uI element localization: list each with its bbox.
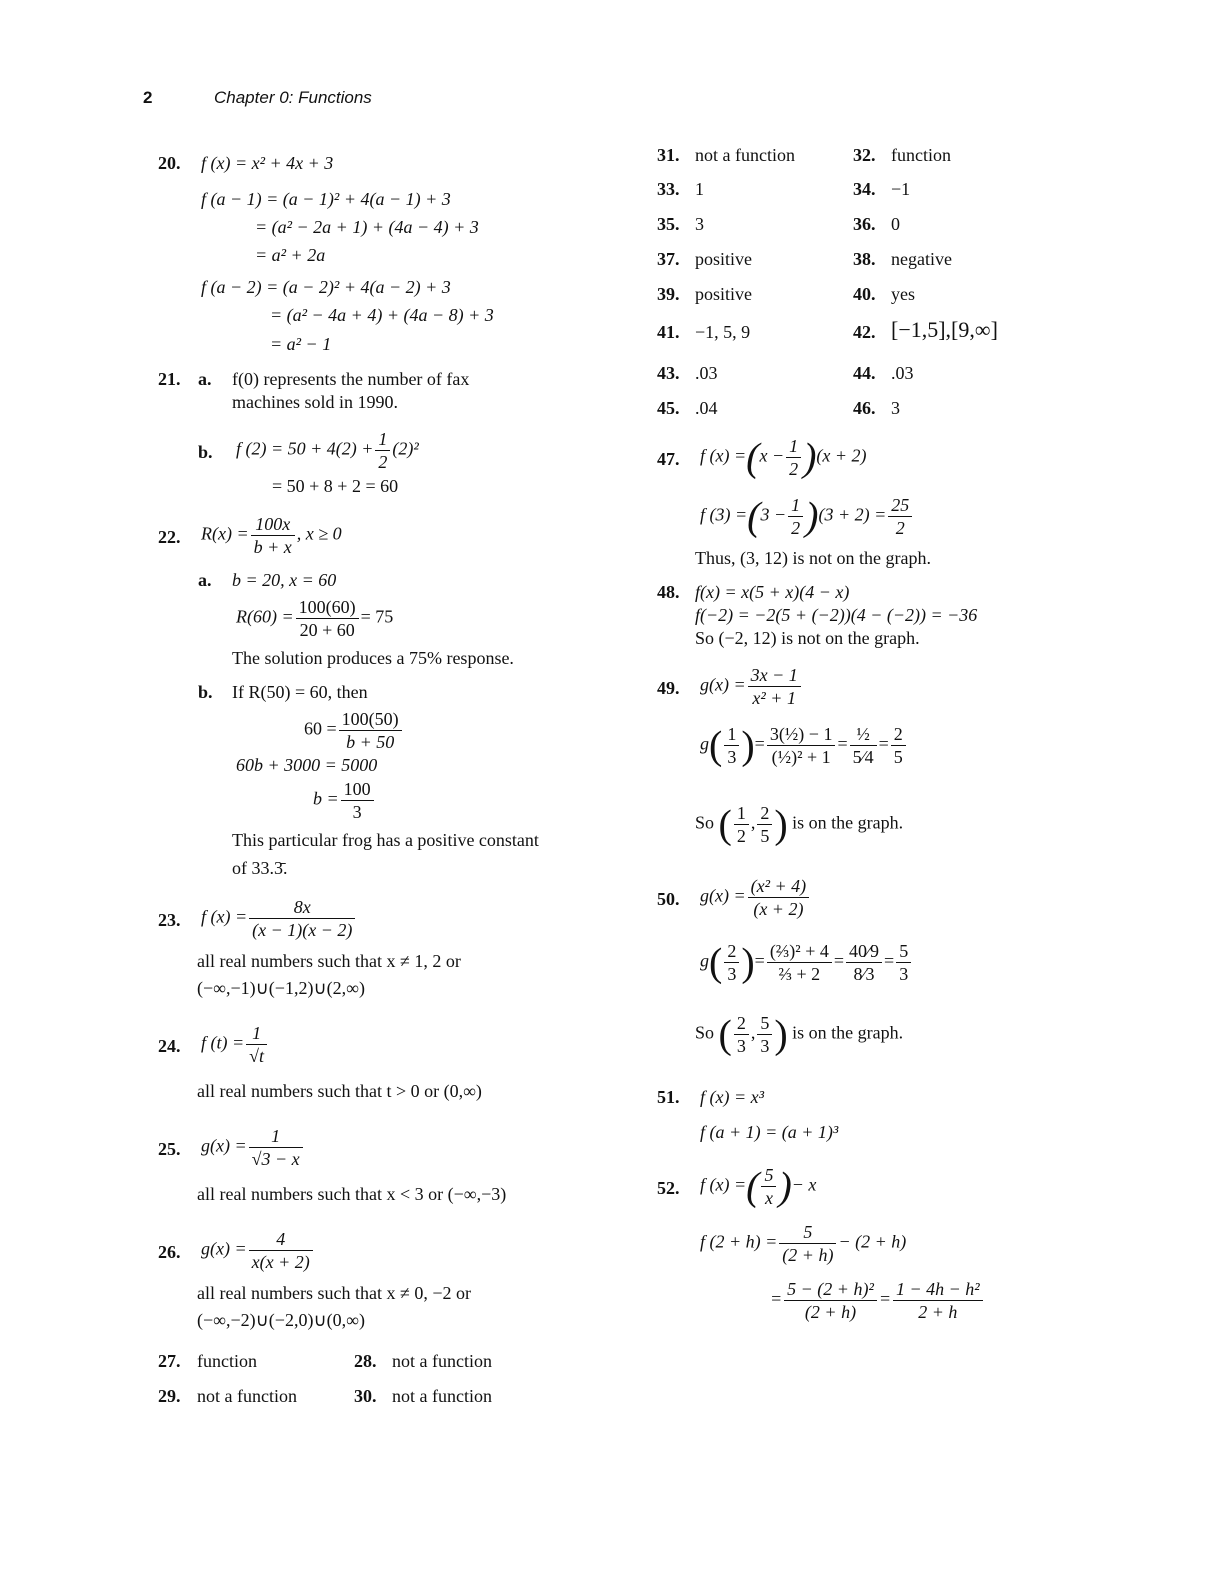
- equation-line: [700, 435, 867, 480]
- denominator: 20 + 60: [299, 620, 355, 640]
- answer-text: is on the graph.: [792, 1022, 904, 1043]
- denominator: 2 + h: [918, 1302, 958, 1322]
- part-label: a.: [198, 570, 212, 590]
- answer-text: So: [695, 1022, 715, 1043]
- denominator: x² + 1: [752, 688, 796, 708]
- numerator: 2: [734, 1012, 749, 1035]
- answer-text: not a function: [392, 1386, 492, 1406]
- equation-text: 60 =: [304, 718, 337, 739]
- equation-line: [700, 664, 803, 709]
- denominator: b + 50: [346, 732, 395, 752]
- equals: =: [754, 950, 765, 971]
- equation-text: f (2) = 50 + 4(2) +: [236, 438, 374, 459]
- problem-number: 29.: [158, 1386, 181, 1406]
- fraction: [724, 723, 739, 768]
- denominator: x(x + 2): [251, 1252, 310, 1272]
- fraction: [748, 875, 810, 920]
- answer-text: not a function: [695, 145, 795, 165]
- equation-text: 3 −: [760, 504, 787, 525]
- answer-text: −1: [891, 179, 911, 199]
- answer-text: of 33.3̄.: [232, 858, 288, 878]
- equation-line: [236, 428, 419, 473]
- equation-line: [700, 875, 811, 920]
- answer-text: all real numbers such that x < 3 or (−∞,−3): [197, 1184, 507, 1204]
- numerator: 1: [375, 428, 390, 451]
- answer-text: 3: [695, 214, 704, 234]
- equation-line: [201, 1125, 305, 1170]
- fraction: [296, 596, 359, 641]
- part-label: a.: [198, 369, 212, 389]
- problem-number: 34.: [853, 179, 876, 199]
- equation-text: g(x) =: [201, 1238, 247, 1259]
- answer-text: not a function: [197, 1386, 297, 1406]
- answer-text: If R(50) = 60, then: [232, 682, 368, 702]
- numerator: 1: [734, 802, 749, 825]
- fraction: [767, 940, 832, 985]
- left-paren: (: [746, 434, 760, 480]
- equation-line: f(x) = x(5 + x)(4 − x): [695, 582, 850, 602]
- numerator: (x² + 4): [748, 875, 810, 898]
- equation-text: = 75: [360, 606, 394, 627]
- left-paren: (: [718, 1011, 732, 1057]
- problem-number: 24.: [158, 1036, 181, 1056]
- equation-line: [700, 1164, 816, 1209]
- numerator: 1: [788, 494, 803, 517]
- equation-line: So ( $\frac{1}{2}$ , $\frac{2}{5}$ ) is on the graph.: [695, 801, 904, 847]
- denominator: x: [764, 1188, 773, 1208]
- equation-line: f (x) = x² + 4x + 3: [201, 153, 334, 173]
- fraction: [249, 1125, 303, 1170]
- problem-number: 42.: [853, 322, 876, 342]
- problem-number: 52.: [657, 1178, 680, 1198]
- problem-number: 50.: [657, 889, 680, 909]
- denominator: 5: [893, 747, 903, 767]
- fraction: [779, 1221, 836, 1266]
- numerator: 1: [786, 435, 801, 458]
- equation-line: [201, 1228, 315, 1273]
- equation-line: = a² + 2a: [255, 245, 326, 265]
- answer-text: The solution produces a 75% response.: [232, 648, 514, 668]
- right-paren: ): [741, 939, 755, 985]
- problem-number: 36.: [853, 214, 876, 234]
- equation-text: f (x) =: [700, 445, 747, 466]
- equation-line: = (a² − 4a + 4) + (4a − 8) + 3: [270, 305, 494, 325]
- denominator: (2 + h): [804, 1302, 857, 1322]
- equation-text: b =: [313, 788, 339, 809]
- denominator: 3: [727, 747, 737, 767]
- fraction: [757, 1012, 772, 1057]
- fraction: [251, 513, 295, 558]
- fraction: [246, 1022, 267, 1067]
- answer-text: function: [197, 1351, 257, 1371]
- denominator: 2: [791, 518, 801, 538]
- answer-text: positive: [695, 284, 752, 304]
- equation-text: f (t) =: [201, 1032, 245, 1053]
- problem-number: 26.: [158, 1242, 181, 1262]
- denominator: √t: [249, 1046, 265, 1066]
- numerator: 5: [757, 1012, 772, 1035]
- answer-text: f(0) represents the number of fax: [232, 369, 470, 389]
- equation-text: (x + 2): [816, 445, 867, 466]
- equals: =: [754, 733, 765, 754]
- fraction: [761, 1164, 776, 1209]
- answer-text: 3: [891, 398, 900, 418]
- fraction: [748, 664, 801, 709]
- numerator: 100x: [251, 513, 295, 536]
- fraction: [784, 1278, 877, 1323]
- fraction: [757, 802, 772, 847]
- equals: =: [833, 950, 845, 971]
- fraction: [249, 1228, 313, 1273]
- equation-line: [700, 723, 908, 768]
- equation-text: − x: [791, 1174, 817, 1195]
- fraction: [734, 1012, 749, 1057]
- equation-text: g: [700, 950, 709, 971]
- denominator: 2: [378, 452, 388, 472]
- equals: =: [837, 733, 848, 754]
- right-paren: ): [774, 1011, 788, 1057]
- equation-line: f (a − 1) = (a − 1)² + 4(a − 1) + 3: [201, 189, 451, 209]
- page-number: 2: [143, 88, 153, 107]
- equation-line: [201, 513, 342, 558]
- equation-line: [201, 1022, 269, 1067]
- equation-line: So ( $\frac{2}{3}$ , $\frac{5}{3}$ ) is on the graph.: [695, 1011, 904, 1057]
- numerator: 1: [246, 1022, 267, 1045]
- numerator: 40⁄9: [846, 940, 882, 963]
- equals: =: [878, 1288, 891, 1309]
- answer-text: function: [891, 145, 951, 165]
- numerator: ½: [850, 723, 877, 746]
- left-paren: (: [709, 722, 723, 768]
- equation-line: = a² − 1: [270, 334, 332, 354]
- numerator: 2: [724, 940, 739, 963]
- equation-line: b = 20, x = 60: [232, 570, 337, 590]
- denominator: (x + 2): [753, 899, 804, 919]
- answer-text: 1: [695, 179, 704, 199]
- fraction: [339, 708, 402, 753]
- answer-text: This particular frog has a positive constant: [232, 830, 539, 850]
- denominator: 2: [895, 518, 905, 538]
- numerator: 1 − 4h − h²: [893, 1278, 983, 1301]
- problem-number: 31.: [657, 145, 680, 165]
- denominator: 3: [736, 1036, 746, 1056]
- denominator: 5: [760, 826, 770, 846]
- equation-text: , x ≥ 0: [296, 523, 342, 544]
- problem-number: 37.: [657, 249, 680, 269]
- problem-number: 33.: [657, 179, 680, 199]
- problem-number: 39.: [657, 284, 680, 304]
- equation-line: [700, 494, 914, 539]
- right-paren: ): [741, 722, 755, 768]
- answer-text: −1, 5, 9: [695, 322, 751, 342]
- denominator: √3 − x: [251, 1149, 300, 1169]
- fraction: [249, 896, 355, 941]
- left-paren: (: [718, 801, 732, 847]
- left-paren: (: [747, 493, 761, 539]
- problem-number: 25.: [158, 1139, 181, 1159]
- answer-text: (−∞,−1)∪(−1,2)∪(2,∞): [197, 978, 365, 998]
- problem-number: 46.: [853, 398, 876, 418]
- numerator: 100(60): [296, 596, 359, 619]
- answer-text: So (−2, 12) is not on the graph.: [695, 628, 920, 648]
- equation-text: g(x) =: [700, 674, 746, 695]
- problem-number: 22.: [158, 527, 181, 547]
- fraction: [786, 435, 801, 480]
- problem-number: 43.: [657, 363, 680, 383]
- equation-line: [236, 596, 393, 641]
- equation-line: = 50 + 8 + 2 = 60: [272, 476, 399, 496]
- equation-line: f (a + 1) = (a + 1)³: [700, 1122, 839, 1142]
- equals: =: [878, 733, 889, 754]
- numerator: 5: [896, 940, 911, 963]
- fraction: [788, 494, 803, 539]
- equation-text: g: [700, 733, 709, 754]
- denominator: 8⁄3: [853, 964, 875, 984]
- equation-text: − (2 + h): [838, 1231, 907, 1252]
- part-label: b.: [198, 442, 213, 462]
- fraction: [896, 940, 911, 985]
- numerator: 2: [757, 802, 772, 825]
- answer-text: .04: [695, 398, 718, 418]
- equation-text: (3 + 2) =: [818, 504, 887, 525]
- fraction: [850, 723, 877, 768]
- fraction: [891, 723, 906, 768]
- equation-text: R(60) =: [236, 606, 294, 627]
- denominator: 3: [760, 1036, 770, 1056]
- fraction: [341, 778, 374, 823]
- answer-text: (−∞,−2)∪(−2,0)∪(0,∞): [197, 1310, 365, 1330]
- fraction: [893, 1278, 983, 1323]
- right-paren: ): [774, 801, 788, 847]
- equation-line: f(−2) = −2(5 + (−2))(4 − (−2)) = −36: [695, 605, 978, 625]
- problem-number: 38.: [853, 249, 876, 269]
- numerator: 3(½) − 1: [767, 723, 836, 746]
- denominator: (2 + h): [782, 1245, 834, 1265]
- answer-text: Thus, (3, 12) is not on the graph.: [695, 548, 931, 568]
- denominator: 3: [899, 964, 909, 984]
- fraction: [724, 940, 739, 985]
- fraction: [734, 802, 749, 847]
- equation-line: [700, 1221, 906, 1266]
- answer-text: machines sold in 1990.: [232, 392, 398, 412]
- problem-number: 30.: [354, 1386, 377, 1406]
- equation-text: f (3) =: [700, 504, 748, 525]
- left-paren: (: [746, 1163, 760, 1209]
- problem-number: 45.: [657, 398, 680, 418]
- equation-line: = (a² − 2a + 1) + (4a − 4) + 3: [255, 217, 479, 237]
- right-paren: ): [805, 493, 819, 539]
- problem-number: 21.: [158, 369, 181, 389]
- problem-number: 49.: [657, 678, 680, 698]
- numerator: 3x − 1: [748, 664, 801, 687]
- equation-text: g(x) =: [700, 885, 746, 906]
- equation-line: [313, 778, 376, 823]
- equation-line: f (a − 2) = (a − 2)² + 4(a − 2) + 3: [201, 277, 451, 297]
- equals: =: [884, 950, 895, 971]
- equation-line: f (x) = x³: [700, 1087, 765, 1107]
- left-paren: (: [709, 939, 723, 985]
- equation-text: g(x) =: [201, 1135, 247, 1156]
- denominator: 5⁄4: [852, 747, 874, 767]
- problem-number: 32.: [853, 145, 876, 165]
- denominator: (x − 1)(x − 2): [252, 920, 353, 940]
- answer-text: So: [695, 812, 715, 833]
- equation-line: [770, 1278, 985, 1323]
- right-paren: ): [803, 434, 817, 480]
- equation-text: f (x) =: [700, 1174, 747, 1195]
- equation-text: f (2 + h) =: [700, 1231, 778, 1252]
- problem-number: 47.: [657, 449, 680, 469]
- numerator: 1: [724, 723, 739, 746]
- problem-number: 51.: [657, 1087, 680, 1107]
- answer-text: all real numbers such that x ≠ 0, −2 or: [197, 1283, 471, 1303]
- answer-text: .03: [891, 363, 914, 383]
- right-paren: ): [778, 1163, 792, 1209]
- problem-number: 23.: [158, 910, 181, 930]
- numerator: 2: [891, 723, 906, 746]
- equation-text: x −: [759, 445, 785, 466]
- denominator: b + x: [253, 537, 292, 557]
- numerator: 5 − (2 + h)²: [784, 1278, 877, 1301]
- problem-number: 27.: [158, 1351, 181, 1371]
- numerator: 4: [249, 1228, 313, 1251]
- problem-number: 20.: [158, 153, 181, 173]
- denominator: 2: [789, 459, 799, 479]
- fraction: [375, 428, 390, 473]
- problem-number: 44.: [853, 363, 876, 383]
- numerator: (⅔)² + 4: [767, 940, 832, 963]
- answer-text: positive: [695, 249, 752, 269]
- denominator: 2: [736, 826, 746, 846]
- problem-number: 41.: [657, 322, 680, 342]
- answer-text: negative: [891, 249, 952, 269]
- equation-text: (2)²: [392, 438, 419, 459]
- equation-line: [201, 896, 357, 941]
- numerator: 100(50): [339, 708, 402, 731]
- fraction: [767, 723, 836, 768]
- answer-text: is on the graph.: [792, 812, 904, 833]
- problem-number: 35.: [657, 214, 680, 234]
- fraction: [888, 494, 912, 539]
- answer-text: [−1,5],[9,∞]: [891, 317, 998, 342]
- answer-text: all real numbers such that t > 0 or (0,∞): [197, 1081, 482, 1101]
- equation-line: [700, 940, 913, 985]
- denominator: 3: [352, 802, 362, 822]
- denominator: 3: [727, 964, 737, 984]
- numerator: 1: [249, 1125, 303, 1148]
- part-label: b.: [198, 682, 213, 702]
- problem-number: 48.: [657, 582, 680, 602]
- answer-text: not a function: [392, 1351, 492, 1371]
- fraction: [846, 940, 882, 985]
- numerator: 5: [779, 1221, 836, 1244]
- equation-line: 60b + 3000 = 5000: [236, 755, 378, 775]
- problem-number: 28.: [354, 1351, 377, 1371]
- equation-text: f (x) =: [201, 906, 248, 927]
- numerator: 8x: [249, 896, 355, 919]
- equals: =: [770, 1288, 783, 1309]
- chapter-title: Chapter 0: Functions: [214, 88, 372, 107]
- numerator: 5: [761, 1164, 776, 1187]
- equation-line: [304, 708, 404, 753]
- answer-text: all real numbers such that x ≠ 1, 2 or: [197, 951, 461, 971]
- equation-text: R(x) =: [201, 523, 249, 544]
- answer-text: yes: [891, 284, 915, 304]
- answer-text: 0: [891, 214, 900, 234]
- numerator: 100: [341, 778, 374, 801]
- denominator: (½)² + 1: [771, 747, 831, 767]
- denominator: ⅔ + 2: [778, 964, 821, 984]
- problem-number: 40.: [853, 284, 876, 304]
- numerator: 25: [888, 494, 912, 517]
- answer-text: .03: [695, 363, 718, 383]
